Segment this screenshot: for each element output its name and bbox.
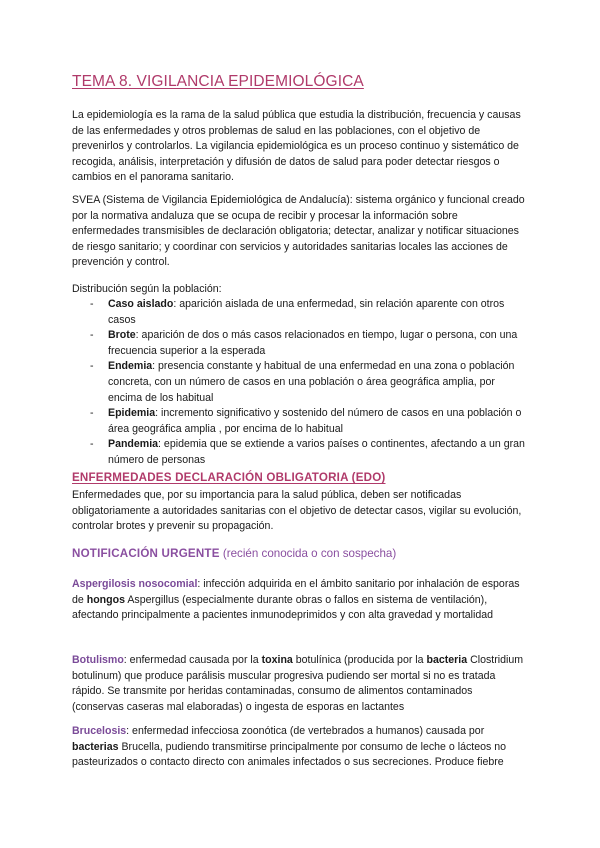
disease-term: Aspergilosis nosocomial [72, 578, 198, 590]
term: Caso aislado [108, 298, 174, 310]
edo-paragraph: Enfermedades que, por su importancia para la salud pública, deben ser notificadas obligatoriamente a autoridades sanitarias con el objetivo de detectar casos, vigilar su evolución, controlar brotes y prevenir su propagación. [72, 489, 522, 533]
urgent-heading-sub: (recién conocida o con sospecha) [219, 547, 397, 560]
disease-text: botulínica (producida por la [292, 654, 427, 666]
disease-term: Brucelosis [72, 725, 127, 737]
disease-text: Aspergillus (especialmente durante obras o fallos en sistema de ventilación), afectando principalmente a pacientes inmunodeprimidos y con alta gravedad y mortalidad [72, 593, 494, 622]
disease-text: Clostridium botulinum) que produce parálisis muscular progresiva pudiendo ser mortal si no es tratada rápido. Se transmite por heridas contaminadas, consumo de alimentos contaminados (conservas caseras mal elaboradas) o ingesta de esporas en lactantes [72, 654, 524, 713]
list-item [90, 297, 526, 328]
definition: : epidemia que se extiende a varios países o continentes, afectando a un gran número de personas [108, 438, 525, 466]
disease-text: : enfermedad infecciosa zoonótica (de vertebrados a humanos) causada por [126, 725, 485, 737]
disease-keyword: bacteria [426, 654, 468, 666]
bullet-dash: - [90, 438, 94, 451]
page-title: TEMA 8. VIGILANCIA EPIDEMIOLÓGICA [72, 73, 364, 90]
term: Pandemia [108, 438, 159, 451]
list-item [90, 328, 526, 359]
urgent-notification-heading [72, 546, 396, 561]
edo-heading: ENFERMEDADES DECLARACIÓN OBLIGATORIA (EDO) [72, 471, 386, 484]
disease-keyword: hongos [86, 593, 125, 606]
list-item [90, 406, 526, 437]
disease-term: Botulismo [72, 654, 124, 666]
definition: : aparición de dos o más casos relacionados en tiempo, lugar o persona, con una frecuencia superior a la esperada [108, 329, 518, 357]
term: Epidemia [108, 407, 156, 420]
disease-keyword: bacterias [72, 740, 119, 753]
svea-paragraph: SVEA (Sistema de Vigilancia Epidemiológica de Andalucía): sistema orgánico y funcional creado por la normativa andaluza que se ocupa de recibir y procesar la información sobre enfermedades transmisibles de declaración obligatoria; detectar, analizar y notificar situaciones de riesgo sanitario; y coordinar con servicios y autoridades sanitarias locales las acciones de prevención y control. [72, 194, 525, 269]
disease-entry-aspergilosis [72, 577, 527, 624]
list-item [90, 359, 526, 406]
bullet-dash: - [90, 329, 94, 342]
disease-entry-brucelosis [72, 724, 527, 771]
term: Brote [108, 329, 136, 342]
distribution-list [90, 297, 526, 469]
list-item [90, 437, 526, 468]
term: Endemia [108, 360, 153, 373]
intro-paragraph: La epidemiología es la rama de la salud pública que estudia la distribución, frecuencia y causas de las enfermedades y otros problemas de salud en las poblaciones, con el objetivo de prevenirlos y controlarlos. La vigilancia epidemiológica es un proceso continuo y sistemático de recogida, análisis, interpretación y difusión de datos de salud para poder detectar riesgos o cambios en el panorama sanitario. [72, 109, 521, 184]
disease-text: Brucella, pudiendo transmitirse principalmente por consumo de leche o lácteos no pasteurizados o contacto directo con animales infectados o sus secreciones. Produce fiebre [72, 740, 507, 769]
definition: : presencia constante y habitual de una enfermedad en una zona o población concreta, con un número de casos en una población o área geográfica amplia, por encima de los habitual [108, 360, 515, 404]
distribution-label: Distribución según la población: [72, 283, 222, 295]
urgent-heading-main: NOTIFICACIÓN URGENTE [72, 547, 220, 560]
bullet-dash: - [90, 298, 94, 310]
disease-text: : infección adquirida en el ámbito sanitario por inhalación de esporas de [72, 578, 520, 606]
disease-keyword: toxina [261, 654, 293, 666]
bullet-dash: - [90, 407, 94, 420]
disease-entry-botulismo [72, 653, 527, 715]
definition: : aparición aislada de una enfermedad, sin relación aparente con otros casos [108, 298, 505, 326]
disease-text: : enfermedad causada por la [123, 654, 262, 666]
definition: : incremento significativo y sostenido del número de casos en una población o área geográfica amplia , por encima de lo habitual [108, 407, 522, 435]
bullet-dash: - [90, 360, 94, 373]
